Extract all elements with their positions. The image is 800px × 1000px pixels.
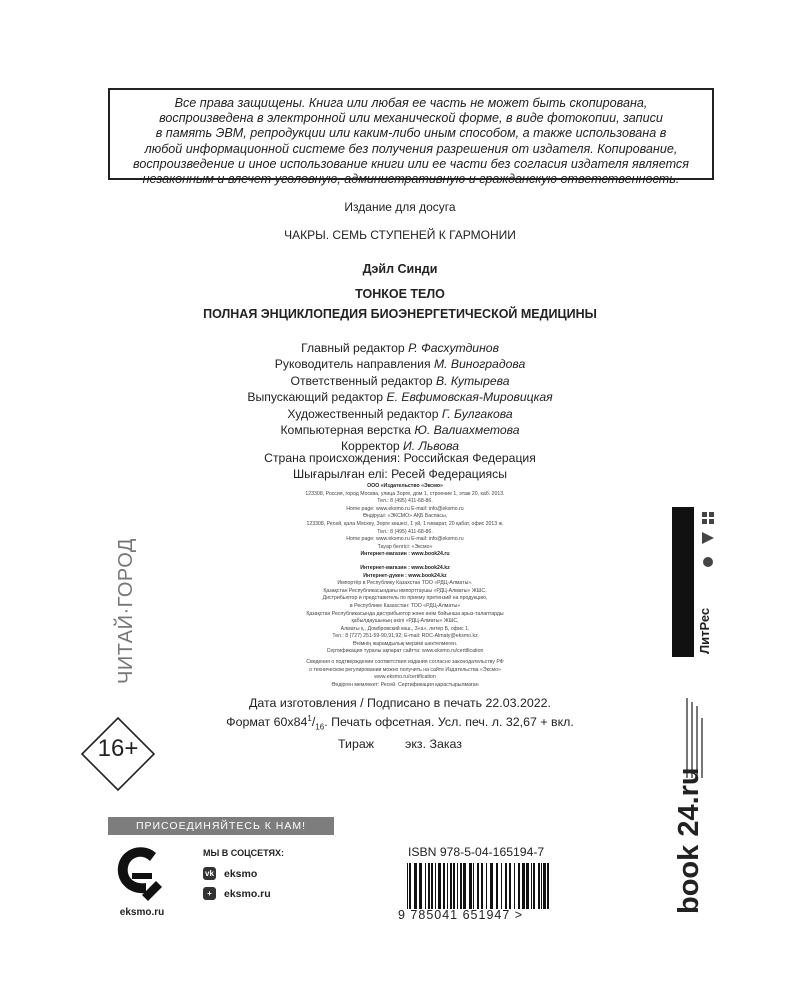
imprint-line: Home page: www.eksmo.ru E-mail: info@eksmo.ru xyxy=(346,536,464,543)
barcode-bar xyxy=(533,863,535,909)
imprint-line: Өнімнің жарамдылық мерзімі шектелмеген. xyxy=(352,640,458,647)
format-text: . Печать офсетная. Усл. печ. л. 32,67 + вкл. xyxy=(324,715,574,730)
copyright-line: Все права защищены. Книга или любая ее часть не может быть скопирована, xyxy=(174,96,648,110)
barcode-bar xyxy=(543,863,546,909)
copyright-line: незаконным и влечет уголовную, административную и гражданскую ответственность. xyxy=(142,172,680,187)
credit-row xyxy=(0,406,800,422)
barcode xyxy=(401,863,555,909)
imprint-line: қабылдаушының өкілі «РДЦ-Алматы» ЖШС, xyxy=(351,618,459,625)
credit-role: Ответственный редактор xyxy=(290,373,433,388)
litres-text: ЛитРес xyxy=(697,607,712,654)
join-banner: ПРИСОЕДИНЯЙТЕСЬ К НАМ! xyxy=(108,817,334,835)
shop-link: Интернет-магазин : www.book24.ru xyxy=(360,551,450,558)
print-date: Дата изготовления / Подписано в печать 22.03.2022. xyxy=(249,696,551,710)
eksmo-logo-icon xyxy=(112,843,168,903)
imprint-line: Дистрибьютор и представитель по приему претензий на продукцию, xyxy=(322,595,488,602)
isbn: ISBN 978-5-04-165194-7 xyxy=(408,845,545,859)
imprint-line: Тел.: 8 (727) 251-59-90,91,92; E-mail: RDC-Almaty@eksmo.kz xyxy=(332,633,478,640)
edition-type: Издание для досуга xyxy=(344,200,456,214)
imprint-line: в Республике Казахстан: ТОО «РДЦ-Алматы» xyxy=(349,602,461,609)
credit-role: Главный редактор xyxy=(301,341,405,355)
format-sub: 16 xyxy=(315,722,325,732)
barcode-bar xyxy=(518,863,520,909)
barcode-bar xyxy=(407,863,408,909)
imprint-line: Тауар белгісі: «Эксмо» xyxy=(377,543,433,550)
credit-role: Художественный редактор xyxy=(287,406,439,421)
credits-list xyxy=(0,340,800,455)
copyright-line: воспроизведение и иное использование книги или ее части без согласия издателя является xyxy=(133,156,689,171)
credit-row xyxy=(0,356,800,372)
barcode-bar xyxy=(526,863,529,909)
barcode-bar xyxy=(505,863,507,909)
plus-icon: + xyxy=(203,887,216,900)
barcode-bar xyxy=(496,863,498,909)
barcode-bar xyxy=(457,863,458,909)
barcode-bar xyxy=(460,863,462,909)
copyright-line: воспроизведена в электронной или механической форме, в виде фотокопии, записи xyxy=(159,111,663,126)
barcode-bar xyxy=(522,863,525,909)
barcode-bar xyxy=(481,863,483,909)
barcode-bar xyxy=(547,863,549,909)
imprint-line: 123308, Россия, город Москва, улица Зорге, дом 1, строение 1, этаж 20, каб. 2013. xyxy=(305,490,505,497)
credit-name: В. Кутырева xyxy=(435,373,510,388)
credit-role: Выпускающий редактор xyxy=(247,390,384,405)
format-text: Формат 60x84 xyxy=(226,715,308,730)
barcode-bar xyxy=(514,863,515,909)
social-label: eksmo xyxy=(224,867,258,880)
barcode-bar xyxy=(541,863,542,909)
imprint-line: Алматы қ., Домбровский көш., 3«а», литер Б, офис 1. xyxy=(340,625,470,632)
social-label: eksmo.ru xyxy=(224,887,271,900)
imprint-line: www.eksmo.ru/certification xyxy=(374,674,436,681)
book-title: ТОНКОЕ ТЕЛО xyxy=(355,287,445,301)
barcode-bar xyxy=(538,863,540,909)
barcode-bar xyxy=(425,863,426,909)
imprint-line: Сведения о подтверждении соответствия издания согласно законодательству РФ xyxy=(306,659,504,666)
copyright-notice xyxy=(108,88,714,187)
app-store-icons xyxy=(698,510,718,574)
book-subtitle: ПОЛНАЯ ЭНЦИКЛОПЕДИЯ БИОЭНЕРГЕТИЧЕСКОЙ МЕДИЦИНЫ xyxy=(203,307,597,321)
imprint-line: Home page: www.eksmo.ru E-mail: info@eksmo.ru xyxy=(346,505,464,512)
barcode-bar xyxy=(477,863,479,909)
imprint-line: Қазақстан Республикасындағы импорттаушы «РДЦ-Алматы» ЖШС. xyxy=(323,587,487,594)
credit-name: Г. Булгакова xyxy=(441,406,513,421)
credit-row xyxy=(0,373,800,389)
imprint-line: о техническом регулировании можно получить на сайте Издательства «Эксмо» xyxy=(309,666,501,673)
series-name: ЧАКРЫ. СЕМЬ СТУПЕНЕЙ К ГАРМОНИИ xyxy=(284,228,516,242)
barcode-bar xyxy=(501,863,502,909)
barcode-bar xyxy=(450,863,452,909)
origin-line: Страна происхождения: Российская Федерация xyxy=(264,451,536,465)
copyright-line: в память ЭВМ, репродукции или каким-либо иным способом, а также использована в xyxy=(155,126,667,141)
barcode-bar xyxy=(490,863,493,909)
social-site[interactable] xyxy=(203,887,271,900)
barcode-bar xyxy=(473,863,474,909)
eksmo-site-link[interactable]: eksmo.ru xyxy=(119,907,165,918)
print-format: Формат $60x84^1/_{16}$. Печать офсетная. Усл. печ. л. 32,67 + вкл. xyxy=(226,714,574,732)
barcode-bar xyxy=(531,863,532,909)
barcode-bar xyxy=(447,863,448,909)
credit-role: Руководитель направления xyxy=(274,357,431,372)
barcode-bar xyxy=(409,863,411,909)
credit-role: Компьютерная верстка xyxy=(280,423,411,438)
credit-role: Корректор xyxy=(340,439,400,454)
chitai-gorod-logo xyxy=(100,504,137,684)
imprint-line: Өндіруші: «ЭКСМО» АҚБ Баспасы, xyxy=(362,513,448,520)
imprint-line: Тел.: 8 (495) 411-68-86. xyxy=(377,498,433,505)
imprint-line: 123308, Ресей, қала Мәскеу, Зорге көшесі, 1 үй, 1 ғимарат, 20 қабат, офис 2013 ж. xyxy=(306,520,504,527)
barcode-bar xyxy=(463,863,466,909)
social-title: МЫ В СОЦСЕТЯХ: xyxy=(203,848,285,858)
format-sup: 1 xyxy=(307,714,312,723)
imprint-line: Қазақстан Республикасында дистрибьютор және өнім бойынша арыз-талаптарды xyxy=(306,610,504,617)
barcode-bar xyxy=(469,863,472,909)
credit-name: И. Львова xyxy=(403,439,460,454)
barcode-bar xyxy=(431,863,433,909)
publisher-name: ООО «Издательство «Эксмо» xyxy=(367,483,443,489)
social-vk[interactable] xyxy=(203,867,257,880)
print-order-label: экз. Заказ xyxy=(405,736,462,751)
vk-icon: vk xyxy=(203,867,216,880)
origin-info xyxy=(0,450,800,483)
imprint-line: Сертификация туралы ақпарат сайтта: www.eksmo.ru/certification xyxy=(326,648,484,655)
barcode-bar xyxy=(443,863,445,909)
author-name: Дэйл Синди xyxy=(362,262,438,276)
barcode-digits: 9 785041 651947 > xyxy=(398,908,524,922)
barcode-bar xyxy=(435,863,436,909)
book24-logo xyxy=(663,767,719,914)
barcode-bar xyxy=(428,863,430,909)
origin-line: Шығарылған елі: Ресей Федерациясы xyxy=(292,467,507,482)
barcode-bar xyxy=(414,863,417,909)
credit-name: Р. Фасхутдинов xyxy=(408,341,499,355)
credit-name: М. Виноградова xyxy=(433,357,526,372)
copyright-line: любой информационной системе без получения разрешения от издателя. Копирование, xyxy=(144,141,678,156)
barcode-bar xyxy=(419,863,422,909)
barcode-bar xyxy=(509,863,511,909)
imprint-line: Өндірген мемлекет: Ресей. Сертификация қарастырылмаған xyxy=(331,681,479,688)
shop-link: Интернет-дүкен : www.book24.kz xyxy=(363,572,447,579)
credit-row xyxy=(0,340,800,356)
credit-name: Е. Евфимовская-Мировицкая xyxy=(386,390,553,405)
imprint-block xyxy=(240,483,570,689)
imprint-line: Тел.: 8 (495) 411-68-86. xyxy=(377,528,433,535)
credit-row xyxy=(0,389,800,405)
shop-link: Интернет-магазин : www.book24.kz xyxy=(360,564,450,571)
right-dark-strip xyxy=(672,507,694,657)
credit-row xyxy=(0,422,800,438)
litres-logo xyxy=(697,604,713,654)
imprint-line: Импортёр в Республику Казахстан ТОО «РДЦ-Алматы». xyxy=(337,580,473,587)
barcode-bar xyxy=(486,863,487,909)
chitai-gorod-text: ЧИТАЙ·ГОРОД xyxy=(115,538,137,684)
barcode-bar xyxy=(453,863,455,909)
barcode-bar xyxy=(438,863,441,909)
credit-name: Ю. Валиахметова xyxy=(414,423,520,438)
book24-text: book 24.ru xyxy=(673,767,705,914)
print-run-label: Тираж xyxy=(338,736,375,751)
age-rating: 16+ xyxy=(97,735,139,762)
